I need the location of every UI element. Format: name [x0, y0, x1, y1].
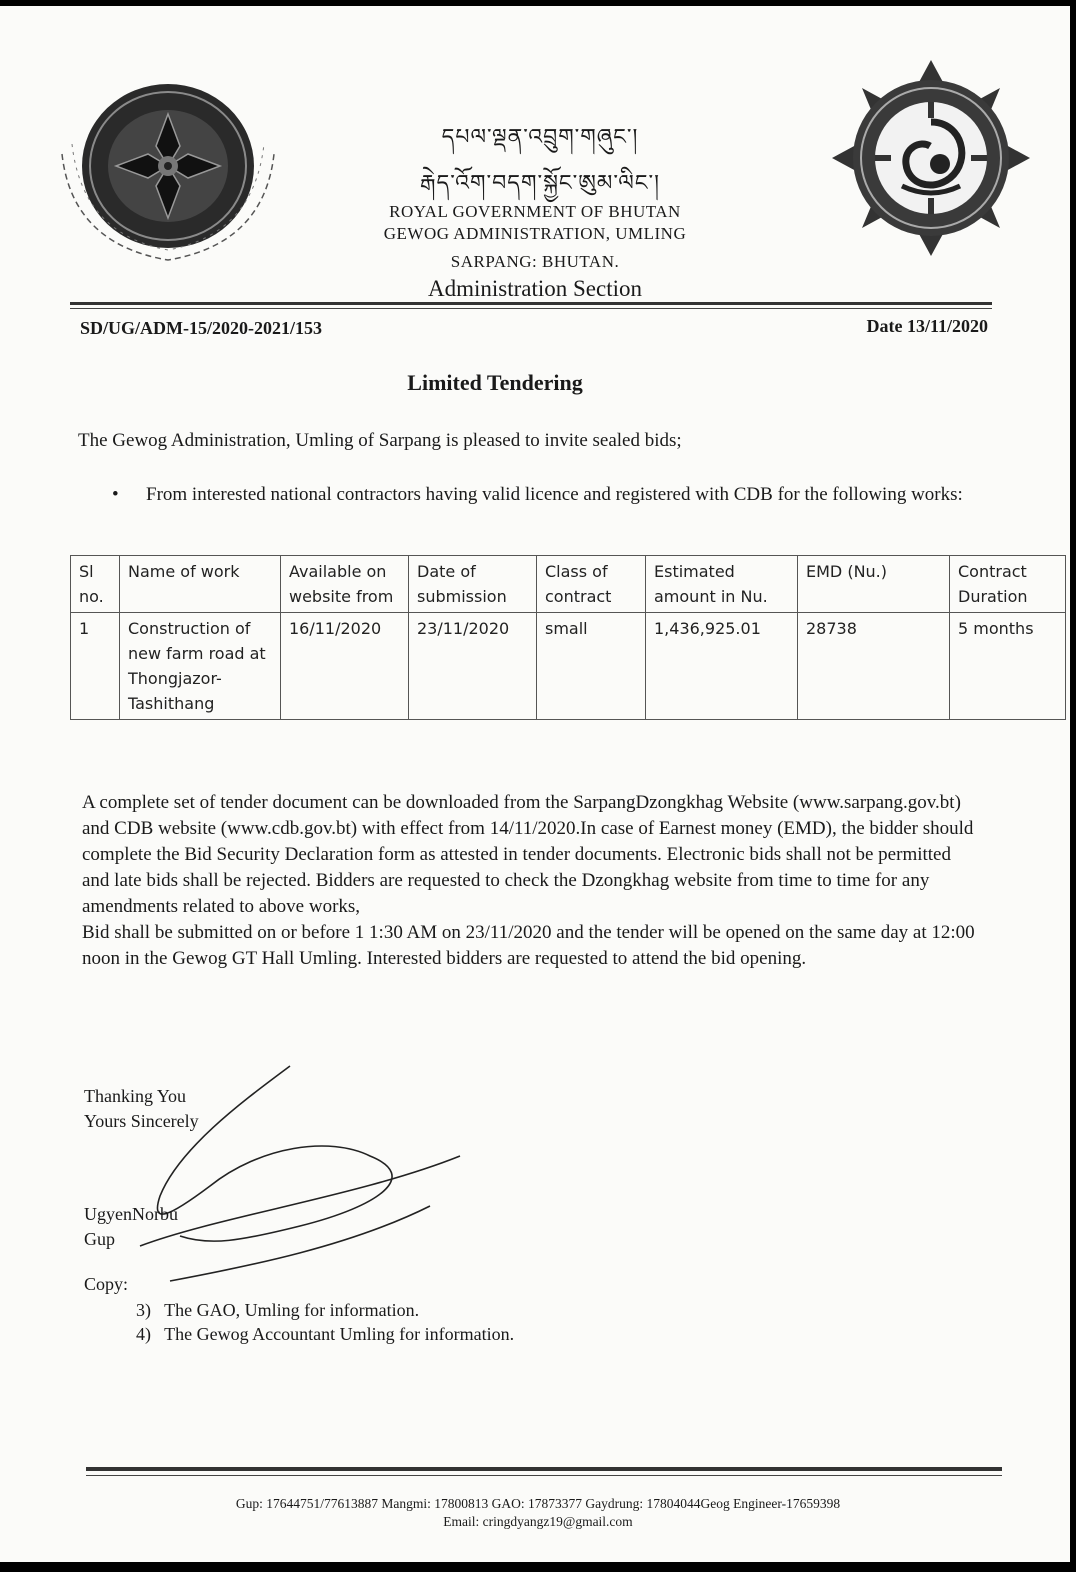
closing-thanks: Thanking You — [84, 1086, 187, 1106]
bullet-text: From interested national contractors having valid licence and registered with CDB for the following works: — [146, 484, 963, 505]
cell-submission: 23/11/2020 — [409, 613, 537, 720]
header-government: ROYAL GOVERNMENT OF BHUTAN — [389, 202, 681, 221]
bullet-icon: • — [112, 484, 119, 505]
bullet-item — [112, 482, 982, 508]
table-row — [71, 613, 1066, 720]
closing-sincerely: Yours Sincerely — [84, 1111, 199, 1131]
dzongkha-header-line1: དཔལ་ལྡན་འབྲུག་གཞུང་། — [441, 125, 639, 150]
footer-rule — [86, 1467, 1002, 1471]
col-header-class: Class of contract — [537, 556, 646, 613]
col-header-estimated: Estimated amount in Nu. — [646, 556, 798, 613]
footer-phones: Gup: 17644751/77613887 Mangmi: 17800813 GAO: 17873377 Gaydrung: 17804044Geog Engineer-17659398 — [235, 1496, 841, 1511]
dharma-wheel-logo-icon — [832, 60, 1030, 256]
reference-number: SD/UG/ADM-15/2020-2021/153 — [80, 318, 322, 338]
document-page — [0, 6, 1070, 1562]
cell-emd: 28738 — [798, 613, 950, 720]
works-table — [70, 555, 1066, 720]
col-header-sl: Sl no. — [71, 556, 120, 613]
col-header-name: Name of work — [120, 556, 281, 613]
header-section: Administration Section — [427, 276, 642, 301]
paragraph-submission: Bid shall be submitted on or before 1 1:30 AM on 23/11/2020 and the tender will be opened on the same day at 12:00 noon in the Gewog GT Hall Umling. Interested bidders are requested to attend the bid opening. — [82, 922, 975, 969]
page-title: Limited Tendering — [407, 370, 583, 395]
footer-email: Email: cringdyangz19@gmail.com — [443, 1514, 633, 1529]
paragraph-download: A complete set of tender document can be downloaded from the SarpangDzongkhag Website (www.sarpang.gov.bt) and CDB website (www.cdb.gov.bt) with effect from 14/11/2020.In case of Earnest money (EMD), the bidder should complete the Bid Security Declaration form as attested in tender documents. Electronic bids shall not be permitted and late bids shall be rejected. Bidders are requested to check the Dzongkhag website from time to time for any amendments related to above works, — [82, 792, 974, 917]
header-rule-thin — [70, 308, 992, 309]
intro-text: The Gewog Administration, Umling of Sarpang is pleased to invite sealed bids; — [78, 430, 682, 451]
col-header-available: Available on website from — [281, 556, 409, 613]
header-location: SARPANG: BHUTAN. — [450, 252, 620, 271]
col-header-duration: Contract Duration — [950, 556, 1066, 613]
copy-item: 3) The GAO, Umling for information. — [136, 1300, 420, 1320]
signature-icon — [100, 1056, 480, 1296]
col-header-emd: EMD (Nu.) — [798, 556, 950, 613]
cell-name: Construction of new farm road at Thongjazor-Tashithang — [120, 613, 281, 720]
dzongkha-header-line2: རྒེད་འོག་བདག་སྐྱོང་ཨུམ་ལིང་། — [419, 171, 661, 196]
cell-duration: 5 months — [950, 613, 1066, 720]
signatory-name: UgyenNorbu — [84, 1204, 178, 1224]
header-rule — [70, 302, 992, 305]
cell-sl: 1 — [71, 613, 120, 720]
cell-available: 16/11/2020 — [281, 613, 409, 720]
table-header-row — [71, 556, 1066, 613]
signatory-designation: Gup — [84, 1229, 115, 1249]
col-header-submission: Date of submission — [409, 556, 537, 613]
signatory — [84, 1202, 178, 1252]
footer-rule-thin — [86, 1475, 1002, 1476]
copy-item: 4) The Gewog Accountant Umling for information. — [136, 1324, 515, 1344]
copy-label: Copy: — [84, 1274, 129, 1294]
royal-seal-icon — [52, 74, 284, 270]
cell-estimated: 1,436,925.01 — [646, 613, 798, 720]
body-paragraphs — [82, 790, 982, 972]
cell-class: small — [537, 613, 646, 720]
letter-date: Date 13/11/2020 — [866, 316, 988, 336]
header-gewog: GEWOG ADMINISTRATION, UMLING — [383, 224, 687, 243]
